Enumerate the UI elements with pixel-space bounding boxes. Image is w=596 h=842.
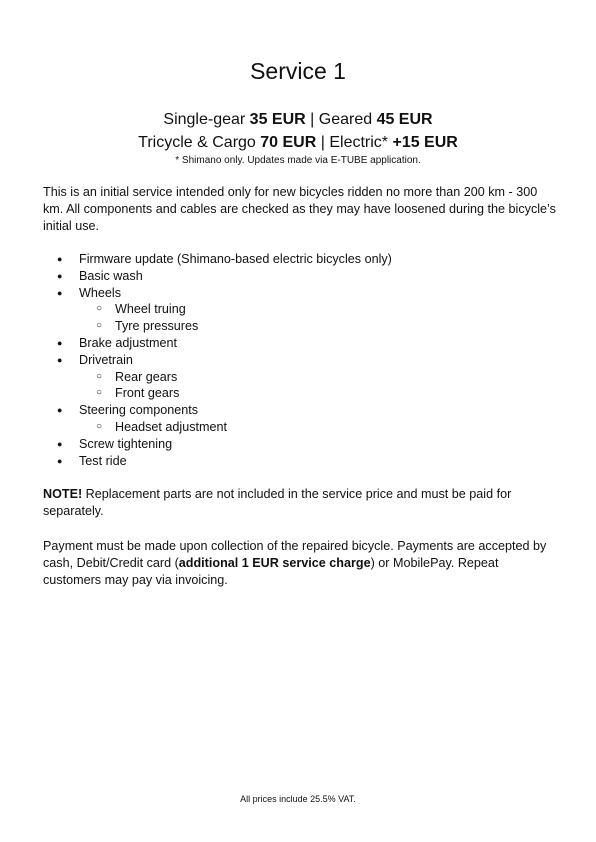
service-checklist [43,251,558,469]
geared-label: Geared [318,111,377,128]
note-label: NOTE! [43,487,83,501]
price-line-1 [0,109,596,131]
tricycle-cargo-label: Tricycle & Cargo [138,134,261,151]
checklist-item [43,251,558,268]
price-line-2 [0,132,596,154]
checklist-subitems [79,369,558,403]
checklist-item-label: Steering components [79,403,199,418]
payment-paragraph [43,538,558,589]
checklist-subitem-label: Headset adjustment [115,419,228,434]
geared-price: 45 EUR [376,111,433,128]
price-footnote: * Shimano only. Updates made via E-TUBE application. [175,155,421,166]
checklist-subitem [79,301,558,318]
electric-label: Electric* [329,134,393,151]
checklist-item-label: Brake adjustment [79,335,178,350]
price-separator: | [305,111,319,128]
checklist-item [43,285,558,335]
tricycle-cargo-price: 70 EUR [260,134,317,151]
single-gear-label: Single-gear [163,111,250,128]
checklist-subitem-label: Tyre pressures [115,319,199,334]
checklist-item-label: Basic wash [79,268,143,283]
checklist-subitems [79,419,558,436]
payment-text: Payment must be made upon collection of the repaired bicycle. Payments are accepted by cash, Debit/Credit card ( [43,539,547,570]
price-separator: | [316,134,330,151]
page-title: Service 1 [250,58,346,84]
note-text: Replacement parts are not included in the service price and must be paid for separately. [43,487,512,518]
checklist-item-label: Wheels [79,285,121,300]
checklist-subitem [79,385,558,402]
checklist-subitem [79,369,558,386]
checklist-item-label: Drivetrain [79,352,133,367]
checklist-item [43,335,558,352]
payment-text-end: ) or MobilePay. Repeat customers may pay via invoicing. [43,556,499,587]
checklist-item-label: Screw tightening [79,436,173,451]
checklist-item-label: Firmware update (Shimano-based electric bicycles only) [79,252,392,266]
checklist-item-label: Test ride [79,453,127,468]
service-charge-text: additional 1 EUR service charge [178,556,371,570]
checklist-subitem [79,419,558,436]
note-paragraph [43,486,558,520]
checklist-item [43,352,558,402]
vat-footer: All prices include 25.5% VAT. [240,794,356,804]
intro-paragraph: This is an initial service intended only for new bicycles ridden no more than 200 km - 300 km. All components and cables are checked as they may have loosened during the bicycle’s initial use. [43,185,556,233]
checklist-subitem [79,318,558,335]
checklist-subitem-label: Front gears [115,386,180,401]
checklist-subitems [79,301,558,335]
checklist-item [43,436,558,453]
checklist-item [43,268,558,285]
checklist-item [43,453,558,470]
electric-price: +15 EUR [392,134,458,151]
checklist-item [43,402,558,436]
checklist-subitem-label: Wheel truing [115,302,186,317]
checklist-subitem-label: Rear gears [115,369,178,384]
single-gear-price: 35 EUR [249,111,306,128]
